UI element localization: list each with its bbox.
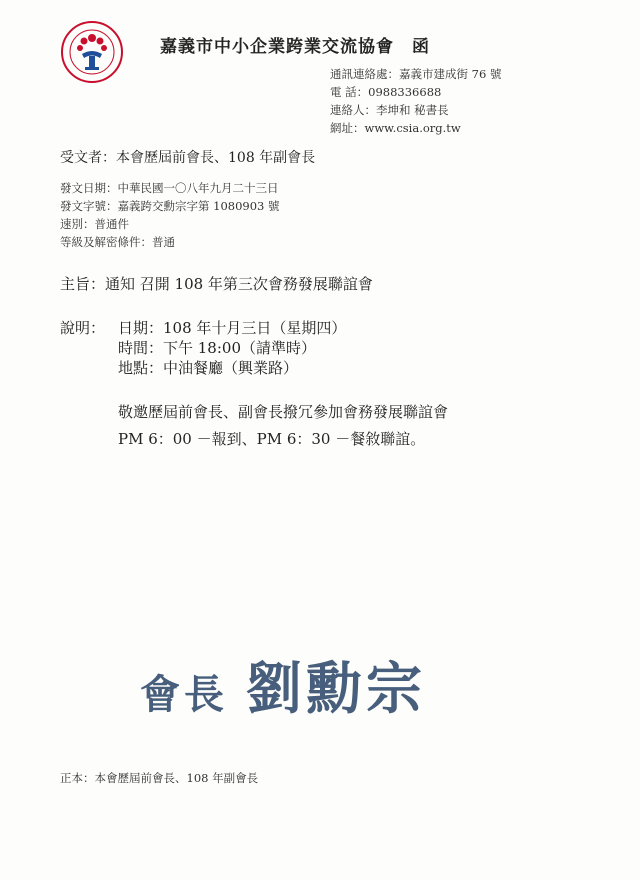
event-time: 時間：下午 18:00（請準時） (118, 339, 316, 357)
issue-date: 發文日期：中華民國一〇八年九月二十三日 (60, 181, 279, 195)
seal-title: 會長 (140, 671, 228, 718)
contact-address: 通訊連絡處：嘉義市建成街 76 號 (330, 67, 502, 81)
schedule-text: PM 6：00 －報到、PM 6：30 －餐敘聯誼。 (118, 430, 426, 448)
subject-line: 主旨：通知 召開 108 年第三次會務發展聯誼會 (60, 275, 373, 293)
association-logo (60, 20, 124, 84)
contact-person: 連絡人：李坤和 秘書長 (330, 103, 449, 117)
classification: 等級及解密條件：普通 (60, 235, 175, 249)
delivery-type: 速別：普通件 (60, 217, 129, 231)
document-number: 發文字號：嘉義跨交勳宗字第 1080903 號 (60, 199, 280, 213)
chairman-seal (140, 645, 426, 725)
event-place: 地點：中油餐廳（興業路） (118, 359, 299, 377)
logo-emblem-icon (60, 20, 124, 84)
event-date: 日期：108 年十月三日（星期四） (118, 319, 347, 337)
recipient-line: 受文者：本會歷屆前會長、108 年副會長 (60, 150, 316, 166)
invitation-text: 敬邀歷屆前會長、副會長撥冗參加會務發展聯誼會 (118, 403, 449, 421)
contact-phone: 電 話：0988336688 (330, 85, 442, 99)
contact-website[interactable]: 網址：www.csia.org.tw (330, 121, 461, 135)
description-label: 說明： (60, 319, 106, 337)
carbon-copy-line: 正本：本會歷屆前會長、108 年副會長 (60, 771, 259, 785)
seal-name: 劉勳宗 (246, 656, 426, 722)
organization-title: 嘉義市中小企業跨業交流協會 函 (160, 37, 430, 57)
